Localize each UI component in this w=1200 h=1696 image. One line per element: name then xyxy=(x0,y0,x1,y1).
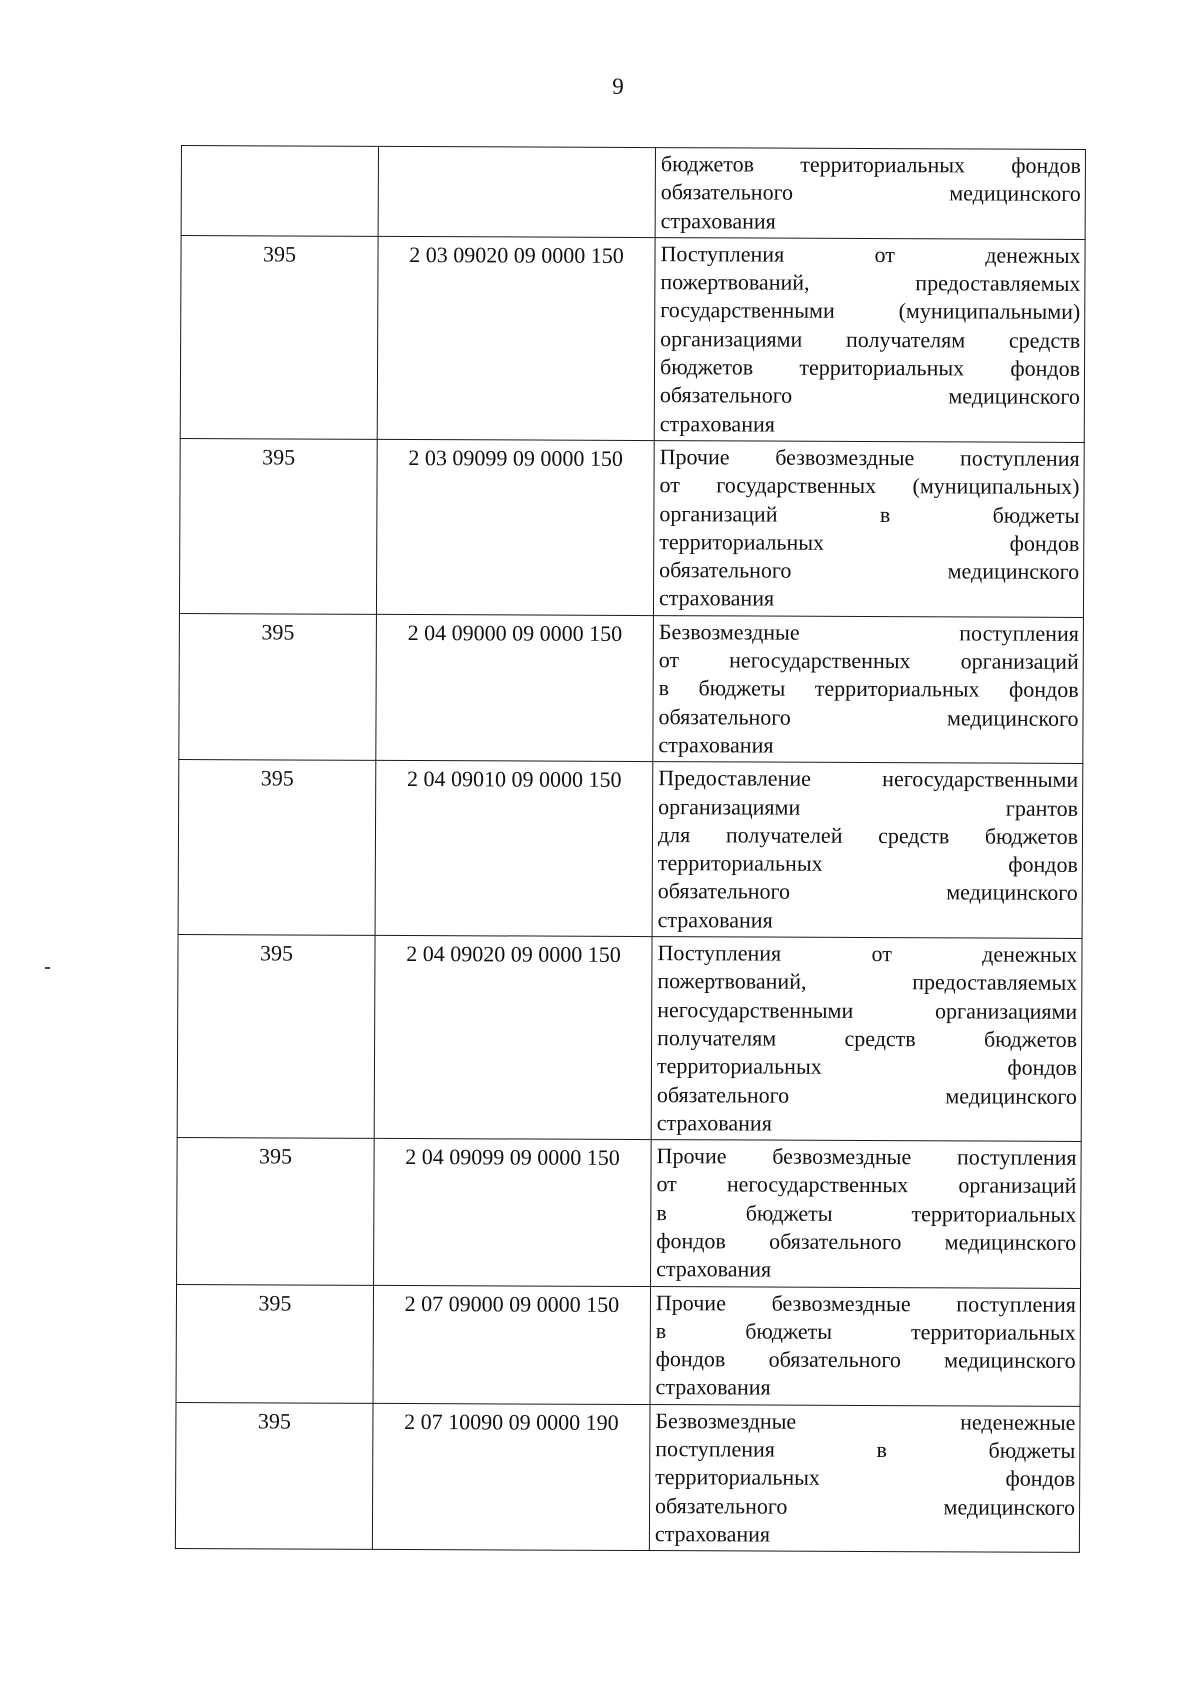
table-row xyxy=(178,760,1083,939)
budget-code-table xyxy=(175,145,1086,1553)
revenue-name-line: Безвозмездные неденежные xyxy=(655,1407,1076,1435)
revenue-name-line: организаций в бюджеты xyxy=(659,500,1080,528)
revenue-name-line: обязательного медицинского xyxy=(660,179,1081,207)
revenue-name-line: территориальных фондов xyxy=(656,1053,1078,1081)
revenue-name-line: страхования xyxy=(660,207,776,234)
revenue-name-line: обязательного медицинского xyxy=(657,878,1078,906)
revenue-name-cell xyxy=(652,762,1083,939)
revenue-name-line: от государственных (муниципальных) xyxy=(659,472,1080,500)
revenue-name-line: страхования xyxy=(656,1109,772,1136)
revenue-name-line: в бюджеты территориальных фондов xyxy=(658,675,1079,703)
admin-code-cell: 395 xyxy=(176,1284,374,1403)
revenue-name-line: бюджетов территориальных фондов xyxy=(659,354,1081,382)
budget-classification-code-cell: 2 04 09010 09 0000 150 xyxy=(375,761,653,937)
revenue-name-cell xyxy=(653,615,1084,763)
revenue-name-line: бюджетов территориальных фондов xyxy=(660,151,1081,178)
budget-classification-code-cell: 2 04 09020 09 0000 150 xyxy=(374,935,652,1139)
revenue-name-line: организациями получателям средств xyxy=(660,325,1081,353)
table-row xyxy=(179,613,1084,763)
table-row xyxy=(180,235,1085,442)
page-number: 9 xyxy=(612,74,624,99)
revenue-name-line: получателям средств бюджетов xyxy=(657,1024,1078,1052)
revenue-name-line: Предоставление негосударственными xyxy=(658,765,1079,793)
revenue-name-line: от негосударственных организаций xyxy=(658,647,1079,674)
admin-code-cell: 395 xyxy=(178,760,376,936)
budget-classification-code-cell: 2 04 09000 09 0000 150 xyxy=(376,614,654,762)
revenue-name-line: обязательного медицинского xyxy=(659,382,1080,410)
revenue-name-line: от негосударственных организаций xyxy=(656,1171,1077,1199)
admin-code-cell: 395 xyxy=(177,935,375,1139)
revenue-name-line: обязательного медицинского xyxy=(656,1081,1077,1109)
revenue-name-line: пожертвований, предоставляемых xyxy=(660,269,1081,297)
admin-code-cell: 395 xyxy=(179,438,377,614)
revenue-name-line: обязательного медицинского xyxy=(658,703,1079,731)
revenue-name-line: Поступления от денежных xyxy=(657,940,1078,967)
revenue-name-line: обязательного медицинского xyxy=(655,1492,1076,1520)
revenue-name-line: Безвозмездные поступления xyxy=(658,618,1079,646)
revenue-name-line: страхования xyxy=(658,585,775,612)
budget-classification-code-cell: 2 03 09020 09 0000 150 xyxy=(377,236,655,440)
revenue-name-line: страхования xyxy=(656,1256,772,1282)
budget-classification-code-cell: 2 07 09000 09 0000 150 xyxy=(373,1285,651,1404)
revenue-name-line: в бюджеты территориальных xyxy=(655,1317,1076,1345)
revenue-name-line: территориальных фондов xyxy=(655,1464,1076,1492)
revenue-name-line: территориальных фондов xyxy=(659,528,1080,556)
revenue-name-line: Прочие безвозмездные поступления xyxy=(659,444,1080,471)
revenue-name-line: поступления в бюджеты xyxy=(655,1436,1076,1463)
revenue-name-cell xyxy=(653,441,1084,618)
revenue-name-line: территориальных фондов xyxy=(657,850,1078,878)
budget-classification-code-cell: 2 04 09099 09 0000 150 xyxy=(374,1138,652,1286)
revenue-name-line: страхования xyxy=(659,410,775,437)
revenue-name-line: фондов обязательного медицинского xyxy=(656,1228,1077,1255)
revenue-name-line: для получателей средств бюджетов xyxy=(657,821,1079,849)
revenue-name-line: пожертвований, предоставляемых xyxy=(657,968,1078,996)
table-row xyxy=(177,1138,1082,1288)
admin-code-cell: 395 xyxy=(179,613,377,760)
revenue-name-line: Прочие безвозмездные поступления xyxy=(656,1143,1077,1171)
table-row xyxy=(181,146,1085,240)
table-body xyxy=(175,146,1085,1553)
revenue-name-line: страхования xyxy=(654,1521,771,1547)
revenue-name-cell xyxy=(655,148,1085,240)
budget-classification-code-cell: 2 03 09099 09 0000 150 xyxy=(376,439,654,615)
table-row xyxy=(179,438,1084,617)
revenue-name-line: страхования xyxy=(658,732,774,758)
revenue-name-line: организациями грантов xyxy=(658,793,1079,821)
admin-code-cell: 395 xyxy=(180,235,378,439)
budget-classification-code-cell: 2 07 10090 09 0000 190 xyxy=(372,1403,650,1551)
admin-code-cell xyxy=(181,146,378,237)
revenue-name-line: страхования xyxy=(655,1374,771,1401)
revenue-name-cell xyxy=(651,937,1082,1142)
revenue-name-line: негосударственными организациями xyxy=(657,996,1078,1024)
table-row xyxy=(177,935,1082,1142)
revenue-name-cell xyxy=(651,1140,1082,1288)
revenue-name-line: в бюджеты территориальных xyxy=(656,1199,1077,1227)
revenue-name-cell xyxy=(654,237,1085,442)
table-row xyxy=(176,1284,1081,1406)
revenue-name-cell xyxy=(650,1286,1081,1406)
admin-code-cell: 395 xyxy=(177,1138,375,1285)
admin-code-cell: 395 xyxy=(175,1402,373,1549)
table-row xyxy=(175,1402,1080,1552)
revenue-name-cell xyxy=(649,1404,1080,1552)
scan-speck xyxy=(45,967,50,969)
revenue-name-line: страхования xyxy=(657,906,773,933)
revenue-name-line: обязательного медицинского xyxy=(659,557,1080,585)
revenue-name-line: фондов обязательного медицинского xyxy=(655,1346,1076,1374)
budget-classification-code-cell xyxy=(378,146,655,237)
revenue-name-line: Прочие безвозмездные поступления xyxy=(655,1289,1077,1317)
revenue-name-line: государственными (муниципальными) xyxy=(660,297,1081,325)
revenue-name-line: Поступления от денежных xyxy=(660,240,1081,268)
